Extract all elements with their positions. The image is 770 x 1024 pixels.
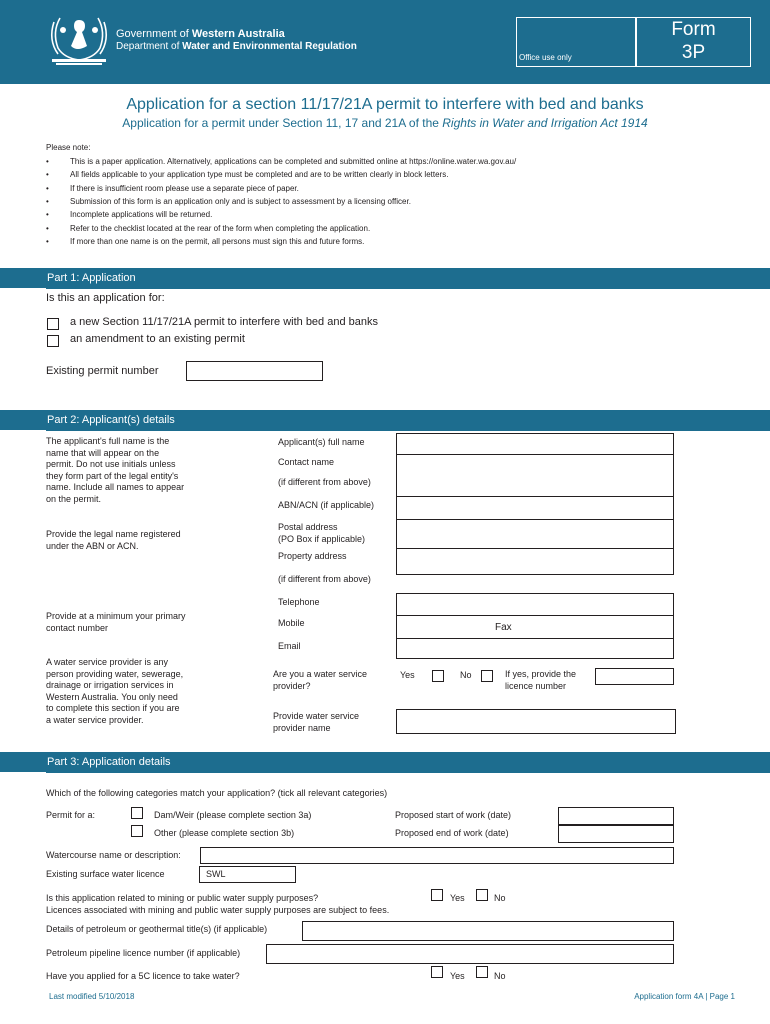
part1-question: Is this an application for: — [46, 292, 165, 304]
licence-5c-yes-label: Yes — [450, 971, 465, 981]
new-permit-label: a new Section 11/17/21A permit to interfere with bed and banks — [70, 316, 378, 328]
petroleum-title-input[interactable] — [302, 921, 674, 941]
provider-name-label-2: provider name — [273, 723, 331, 733]
watercourse-input[interactable] — [200, 847, 674, 864]
postal-address-label: Postal address — [278, 522, 338, 532]
amendment-label: an amendment to an existing permit — [70, 333, 245, 345]
divider — [46, 772, 770, 773]
postal-address-note: (PO Box if applicable) — [278, 534, 366, 544]
licence-number-input[interactable] — [595, 668, 674, 685]
licence-number-label: If yes, provide the — [505, 669, 577, 679]
field-divider — [396, 548, 674, 549]
other-label: Other (please complete section 3b) — [154, 828, 295, 838]
water-provider-question-2: provider? — [273, 681, 311, 691]
divider — [46, 430, 770, 431]
property-address-label: Property address — [278, 551, 347, 561]
end-date-label: Proposed end of work (date) — [395, 828, 509, 838]
field-divider — [396, 496, 674, 497]
contact-input-group[interactable] — [396, 593, 674, 659]
office-use-label: Office use only — [519, 53, 572, 62]
field-divider — [396, 638, 674, 639]
property-address-note: (if different from above) — [278, 574, 371, 584]
mining-no-checkbox[interactable] — [476, 889, 488, 901]
surface-licence-input[interactable] — [199, 866, 296, 883]
water-provider-yes-label: Yes — [400, 670, 415, 680]
field-divider — [396, 615, 674, 616]
pipeline-licence-label: Petroleum pipeline licence number (if applicable) — [46, 948, 241, 958]
amendment-checkbox[interactable] — [47, 335, 59, 347]
start-date-label: Proposed start of work (date) — [395, 810, 512, 820]
water-provider-question: Are you a water service — [273, 669, 368, 679]
government-name: Government of Western Australia — [116, 28, 285, 40]
abn-label: ABN/ACN (if applicable) — [278, 500, 375, 510]
start-date-input[interactable] — [558, 807, 674, 825]
water-provider-yes-checkbox[interactable] — [432, 670, 444, 682]
licence-5c-yes-checkbox[interactable] — [431, 966, 443, 978]
surface-licence-label: Existing surface water licence — [46, 869, 165, 879]
mining-no-label: No — [494, 893, 506, 903]
mining-question: Is this application related to mining or public water supply purposes? — [46, 893, 319, 903]
field-divider — [396, 519, 674, 520]
page-number: Application form 4A | Page 1 — [634, 992, 735, 1001]
licence-5c-no-checkbox[interactable] — [476, 966, 488, 978]
new-permit-checkbox[interactable] — [47, 318, 59, 330]
dam-weir-checkbox[interactable] — [131, 807, 143, 819]
fax-label: Fax — [495, 622, 512, 633]
mobile-label: Mobile — [278, 618, 305, 628]
other-checkbox[interactable] — [131, 825, 143, 837]
permit-for-label: Permit for a: — [46, 810, 96, 820]
full-name-label: Applicant(s) full name — [278, 437, 365, 447]
divider — [46, 288, 770, 289]
licence-5c-no-label: No — [494, 971, 506, 981]
pipeline-licence-input[interactable] — [266, 944, 674, 964]
form-title: Application for a section 11/17/21A permit to interfere with bed and banks — [126, 96, 644, 113]
licence-number-label-2: licence number — [505, 681, 567, 691]
field-divider — [396, 454, 674, 455]
existing-permit-label: Existing permit number — [46, 365, 159, 377]
last-modified: Last modified 5/10/2018 — [49, 992, 135, 1001]
contact-name-note: (if different from above) — [278, 477, 371, 487]
provider-name-label: Provide water service — [273, 711, 360, 721]
wa-government-crest-icon — [46, 12, 112, 68]
mining-yes-label: Yes — [450, 893, 465, 903]
telephone-label: Telephone — [278, 597, 320, 607]
petroleum-title-label: Details of petroleum or geothermal title(s) (if applicable) — [46, 924, 268, 934]
form-number: Form 3P — [671, 19, 716, 63]
mining-fee-note: Licences associated with mining and public water supply purposes are subject to fees. — [46, 905, 390, 915]
page-header — [0, 0, 770, 84]
contact-name-label: Contact name — [278, 457, 335, 467]
full-name-guidance: The applicant's full name is the name that will appear on the permit. Do not use initials unless they form part of the legal entity's name. Include all names to appear on the permit. — [46, 436, 185, 504]
email-label: Email — [278, 641, 301, 651]
part2-header: Part 2: Applicant(s) details — [0, 410, 770, 430]
water-provider-guidance: A water service provider is any person providing water, sewerage, drainage or irrigation services in Western Australia. You only need to complete this section if you are a water service provider. — [46, 657, 184, 725]
form-subtitle: Application for a permit under Section 11, 17 and 21A of the Rights in Water and Irrigation Act 1914 — [122, 116, 648, 130]
water-provider-no-checkbox[interactable] — [481, 670, 493, 682]
part3-header: Part 3: Application details — [0, 752, 770, 772]
legal-name-guidance: Provide the legal name registered under the ABN or ACN. — [46, 529, 181, 551]
part1-header: Part 1: Application — [0, 268, 770, 288]
mining-yes-checkbox[interactable] — [431, 889, 443, 901]
dam-weir-label: Dam/Weir (please complete section 3a) — [154, 810, 312, 820]
provider-name-input[interactable] — [396, 709, 676, 734]
water-provider-no-label: No — [460, 670, 472, 680]
notes-heading: Please note: — [46, 143, 91, 152]
surface-licence-prefix: SWL — [206, 869, 226, 879]
categories-question: Which of the following categories match your application? (tick all relevant categories) — [46, 788, 388, 798]
end-date-input[interactable] — [558, 825, 674, 843]
watercourse-label: Watercourse name or description: — [46, 850, 181, 860]
existing-permit-input[interactable] — [186, 361, 323, 381]
department-name: Department of Water and Environmental Regulation — [116, 41, 357, 52]
licence-5c-question: Have you applied for a 5C licence to take water? — [46, 971, 240, 981]
contact-guidance: Provide at a minimum your primary contact number — [46, 611, 186, 633]
